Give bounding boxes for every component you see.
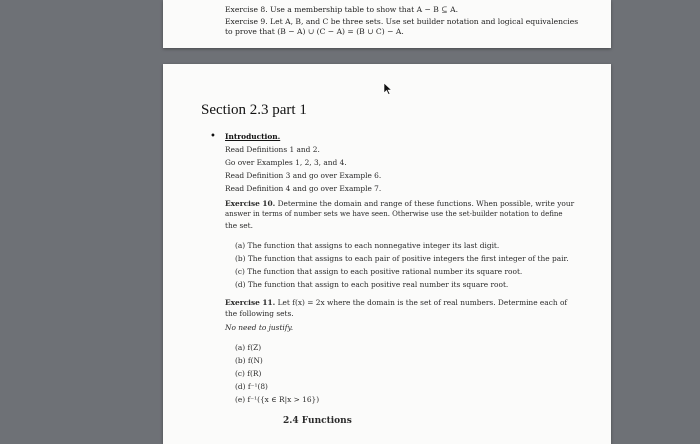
exercise-11-line-2: the following sets. xyxy=(225,309,294,318)
exercise-11-text: Let f(x) = 2x where the domain is the set of real numbers. Determine each of xyxy=(277,298,568,307)
exercise-10-label: Exercise 10. xyxy=(225,199,276,208)
exercise-11-note: No need to justify. xyxy=(225,323,294,332)
exercise-11-item-a: (a) f(Z) xyxy=(235,343,262,352)
exercise-11-item-b: (b) f(N) xyxy=(235,356,263,365)
exercise-11-item-d: (d) f⁻¹(8) xyxy=(235,382,268,391)
mouse-cursor-icon xyxy=(383,82,393,95)
exercise-10-text: Determine the domain and range of these functions. When possible, write your xyxy=(277,199,575,208)
exercise-10-item-c: (c) The function that assign to each positive rational number its square root. xyxy=(235,267,523,276)
exercise-10-item-d: (d) The function that assign to each positive real number its square root. xyxy=(235,280,509,289)
introduction-heading: Introduction. xyxy=(225,132,281,141)
exercise-11-line-1 xyxy=(225,298,567,307)
exercise-9-line-1: Exercise 9. Let A, B, and C be three sets. Use set builder notation and logical equivalencies xyxy=(225,17,579,26)
exercise-10-item-a: (a) The function that assigns to each nonnegative integer its last digit. xyxy=(235,241,500,250)
document-page xyxy=(163,64,611,444)
exercise-10-line-3: the set. xyxy=(225,221,253,230)
exercise-10-line-2: answer in terms of number sets we have seen. Otherwise use the set-builder notation to define xyxy=(225,210,563,218)
exercise-8: Exercise 8. Use a membership table to show that A − B ⊆ A. xyxy=(225,5,458,14)
intro-line: Go over Examples 1, 2, 3, and 4. xyxy=(225,158,347,167)
bullet-icon: • xyxy=(210,131,216,142)
intro-line: Read Definitions 1 and 2. xyxy=(225,145,320,154)
next-section-heading: 2.4 Functions xyxy=(283,416,352,426)
section-title: Section 2.3 part 1 xyxy=(201,102,307,118)
intro-line: Read Definition 4 and go over Example 7. xyxy=(225,184,382,193)
previous-page xyxy=(163,0,611,48)
exercise-10-line-1 xyxy=(225,199,574,208)
intro-line: Read Definition 3 and go over Example 6. xyxy=(225,171,382,180)
exercise-11-item-c: (c) f(R) xyxy=(235,369,262,378)
exercise-9-line-2: to prove that (B − A) ∪ (C − A) = (B ∪ C) − A. xyxy=(225,27,404,36)
exercise-11-label: Exercise 11. xyxy=(225,298,276,307)
exercise-10-item-b: (b) The function that assigns to each pair of positive integers the first integer of the pair. xyxy=(235,254,569,263)
exercise-11-item-e: (e) f⁻¹({x ∈ R|x > 16}) xyxy=(235,395,320,404)
